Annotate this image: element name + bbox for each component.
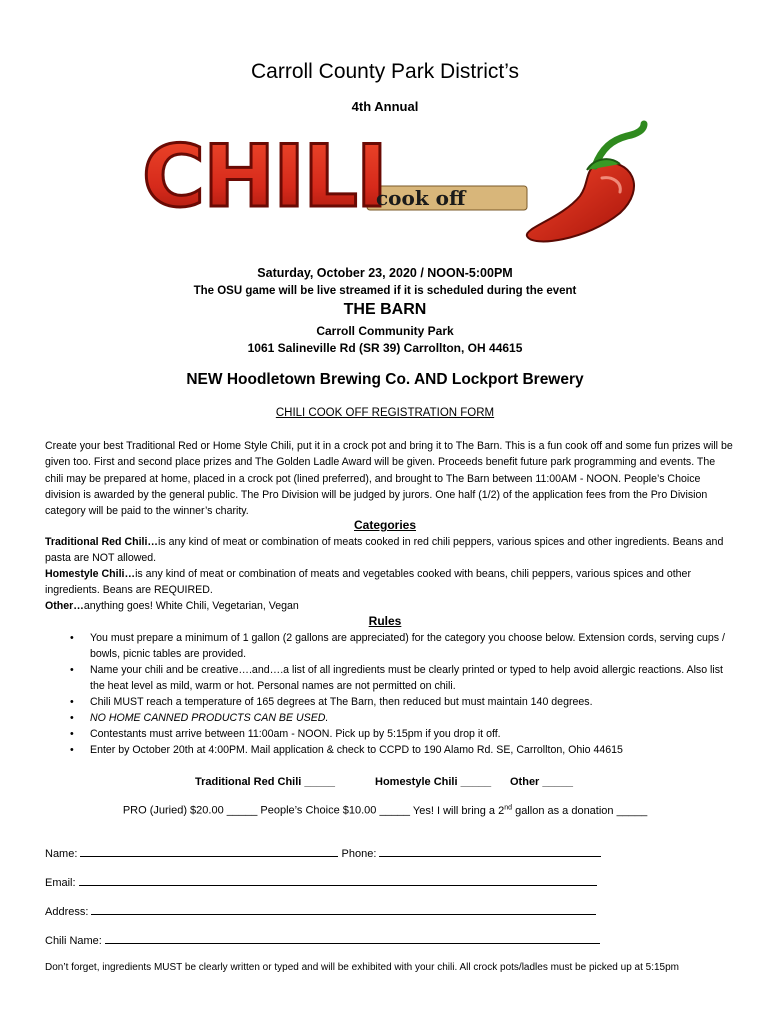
peoples-choice-fee[interactable]: People’s Choice $10.00 _____ xyxy=(260,804,411,817)
chili-name-row xyxy=(45,933,600,947)
phone-field[interactable] xyxy=(379,846,601,857)
category-other-text: anything goes! White Chili, Vegetarian, Vegan xyxy=(83,600,299,612)
list-item: • Chili MUST reach a temperature of 165 degrees at The Barn, then reduced but must maintain 140 degrees. xyxy=(70,696,593,708)
phone-label: Phone: xyxy=(341,848,377,860)
choice-traditional[interactable]: Traditional Red Chili _____ xyxy=(195,776,335,788)
name-field[interactable] xyxy=(80,846,338,857)
list-item: • NO HOME CANNED PRODUCTS CAN BE USED. xyxy=(70,712,329,724)
pricing-line xyxy=(0,804,770,817)
chili-name-label: Chili Name: xyxy=(45,935,102,947)
email-label: Email: xyxy=(45,877,76,889)
edition-label: 4th Annual xyxy=(351,99,419,114)
bullet-icon: • xyxy=(70,744,74,756)
donation-option[interactable]: Yes! I will bring a 2nd gallon as a donation _____ xyxy=(412,804,648,817)
choice-other[interactable]: Other _____ xyxy=(510,776,573,788)
rules-list xyxy=(70,630,730,758)
venue-address: 1061 Salineville Rd (SR 39) Carrollton, OH 44615 xyxy=(247,341,523,355)
org-title: Carroll County Park District’s xyxy=(250,60,519,83)
category-traditional-text: is any kind of meat or combination of meats cooked in red chili peppers, various spices and other ingredients. Beans and pasta are NOT allowed. xyxy=(45,536,724,564)
address-field[interactable] xyxy=(91,904,596,915)
name-label: Name: xyxy=(45,848,78,860)
osu-notice: The OSU game will be live streamed if it is scheduled during the event xyxy=(193,285,577,297)
bullet-icon: • xyxy=(70,664,74,676)
name-phone-row xyxy=(45,846,601,860)
category-other xyxy=(45,598,735,614)
intro-paragraph: Create your best Traditional Red or Home Style Chili, put it in a crock pot and bring it to The Barn. This is a fun cook off and some fun prizes will be given too. First and second place prizes and The Golden Ladle Award will be given. Proceeds benefit future park programming and events. The chili may be prepared at home, placed in a crock pot (lined preferred), and brought to The Barn between 11:00AM - NOON. People’s Choice division is awarded by the general public. The Pro Division will be judged by jurors. One half (1/2) of the application fees from the Pro Division category will be paid to the winner’s charity. xyxy=(45,440,733,518)
choice-homestyle[interactable]: Homestyle Chili _____ xyxy=(375,776,492,788)
footer-note: Don’t forget, ingredients MUST be clearly written or typed and will be exhibited with your chili. All crock pots/ladles must be picked up at 5:15pm xyxy=(45,962,680,973)
category-traditional xyxy=(45,534,735,566)
address-label: Address: xyxy=(45,906,89,918)
categories-heading: Categories xyxy=(353,518,417,532)
list-item: • You must prepare a minimum of 1 gallon (2 gallons are appreciated) for the category you choose below. Extension cords, serving cups / bowls, picnic tables are provided. xyxy=(70,632,725,660)
bullet-icon: • xyxy=(70,712,74,724)
bullet-icon: • xyxy=(70,728,74,740)
rules-heading: Rules xyxy=(368,614,402,628)
venue-name: THE BARN xyxy=(343,301,427,318)
chili-pepper-icon xyxy=(527,124,644,241)
chili-name-field[interactable] xyxy=(105,933,600,944)
categories-list xyxy=(45,534,735,614)
form-title: CHILI COOK OFF REGISTRATION FORM xyxy=(275,407,495,419)
list-item: • Name your chili and be creative….and….a list of all ingredients must be clearly printed or typed to help avoid allergic reactions. Also list the heat level as mild, warm or hot. Personal names are not permitted on chili. xyxy=(70,664,723,692)
park-name: Carroll Community Park xyxy=(316,324,454,338)
category-homestyle-text: is any kind of meat or combination of meats and vegetables cooked with beans, chili peppers, various spices and other ingredients. Beans are REQUIRED. xyxy=(45,568,691,596)
logo-cook-off-text: cook off xyxy=(376,186,466,210)
pro-fee[interactable]: PRO (Juried) $20.00 _____ xyxy=(122,804,258,817)
category-traditional-label: Traditional Red Chili… xyxy=(45,536,159,548)
list-item: • Contestants must arrive between 11:00am - NOON. Pick up by 5:15pm if you drop it off. xyxy=(70,728,501,740)
list-item: • Enter by October 20th at 4:00PM. Mail application & check to CCPD to 190 Alamo Rd. SE, Carrollton, Ohio 44615 xyxy=(70,744,623,756)
category-other-label: Other… xyxy=(45,600,84,612)
email-field[interactable] xyxy=(79,875,597,886)
logo-chili-text: CHILI xyxy=(142,127,386,227)
address-row xyxy=(45,904,596,918)
email-row xyxy=(45,875,597,889)
event-date: Saturday, October 23, 2020 / NOON-5:00PM xyxy=(257,266,513,280)
bullet-icon: • xyxy=(70,632,74,644)
category-homestyle xyxy=(45,566,735,598)
category-homestyle-label: Homestyle Chili… xyxy=(45,568,136,580)
chili-cook-off-logo xyxy=(132,118,652,253)
sponsors: NEW Hoodletown Brewing Co. AND Lockport Brewery xyxy=(186,371,584,388)
bullet-icon: • xyxy=(70,696,74,708)
